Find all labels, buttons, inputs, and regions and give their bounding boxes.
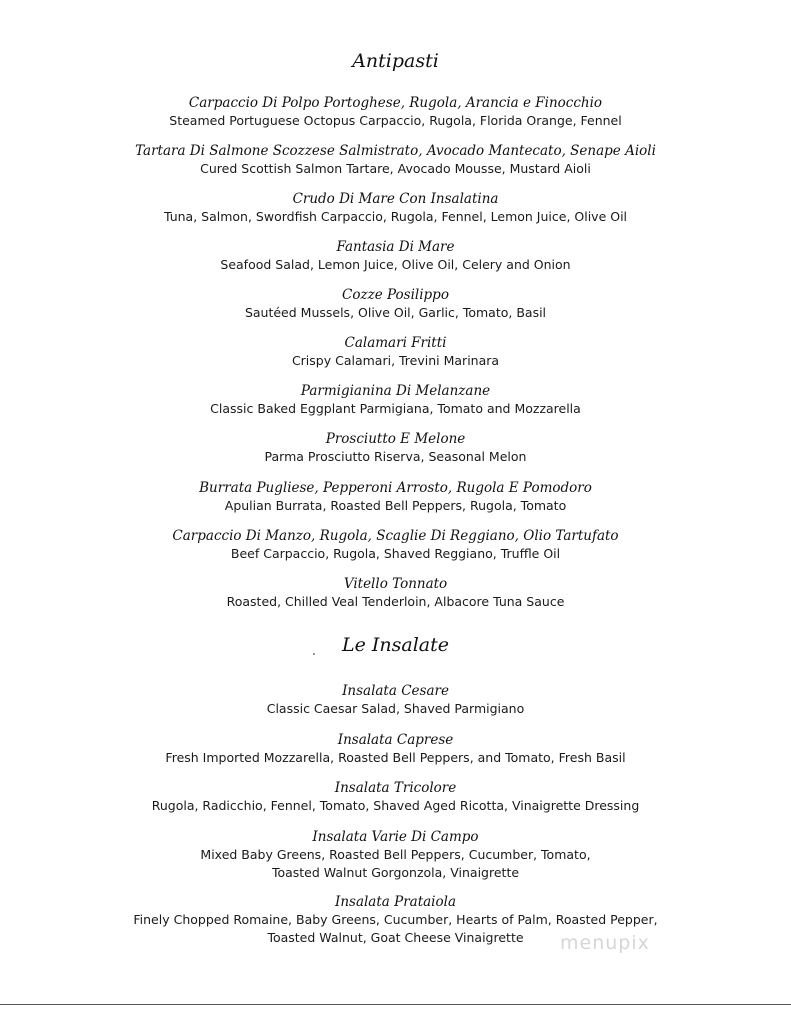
menu-item [0, 576, 791, 611]
item-description: Parma Prosciutto Riserva, Seasonal Melon [264, 449, 527, 464]
item-name: Carpaccio Di Manzo, Rugola, Scaglie Di Reggiano, Olio Tartufato [172, 528, 619, 544]
menu-item [0, 239, 791, 274]
menu-item [0, 335, 791, 370]
menu-item [0, 894, 791, 947]
item-description: Sautéed Mussels, Olive Oil, Garlic, Tomato, Basil [244, 305, 547, 320]
menu-item [0, 95, 791, 130]
item-description-line-2: Toasted Walnut Gorgonzola, Vinaigrette [271, 865, 520, 880]
item-description-line-2: Toasted Walnut, Goat Cheese Vinaigrette [267, 930, 524, 945]
item-name: Fantasia Di Mare [336, 239, 455, 255]
menu-item [0, 829, 791, 882]
item-name: Calamari Fritti [344, 335, 447, 351]
menu-item [0, 287, 791, 322]
item-description: Steamed Portuguese Octopus Carpaccio, Rugola, Florida Orange, Fennel [169, 113, 622, 128]
item-description: Classic Baked Eggplant Parmigiana, Tomato and Mozzarella [210, 401, 581, 416]
item-name: Carpaccio Di Polpo Portoghese, Rugola, Arancia e Finocchio [188, 95, 603, 111]
item-name: Insalata Varie Di Campo [312, 829, 479, 845]
item-description: Beef Carpaccio, Rugola, Shaved Reggiano, Truffle Oil [230, 546, 561, 561]
insalate-title: Le Insalate [341, 634, 449, 656]
menu-item [0, 683, 791, 718]
item-description: Fresh Imported Mozzarella, Roasted Bell Peppers, and Tomato, Fresh Basil [165, 750, 626, 765]
item-description: Apulian Burrata, Roasted Bell Peppers, Rugola, Tomato [224, 498, 567, 513]
item-description: Crispy Calamari, Trevini Marinara [291, 353, 500, 368]
item-description: Mixed Baby Greens, Roasted Bell Peppers, Cucumber, Tomato, [200, 847, 591, 862]
menupix-watermark: menupix [560, 932, 650, 954]
menu-item [0, 143, 791, 178]
item-name: Prosciutto E Melone [325, 431, 466, 447]
menu-item [0, 431, 791, 466]
item-name: Vitello Tonnato [343, 576, 448, 592]
item-description: Tuna, Salmon, Swordfish Carpaccio, Rugola, Fennel, Lemon Juice, Olive Oil [163, 209, 628, 224]
item-description: Roasted, Chilled Veal Tenderloin, Albacore Tuna Sauce [226, 594, 565, 609]
menu-item [0, 528, 791, 563]
menu-item [0, 732, 791, 767]
item-description: Rugola, Radicchio, Fennel, Tomato, Shaved Aged Ricotta, Vinaigrette Dressing [151, 798, 640, 813]
item-name: Burrata Pugliese, Pepperoni Arrosto, Rugola E Pomodoro [199, 480, 592, 496]
menu-item [0, 191, 791, 226]
item-name: Insalata Prataiola [334, 894, 456, 910]
item-description: Cured Scottish Salmon Tartare, Avocado Mousse, Mustard Aioli [200, 161, 591, 176]
item-name: Crudo Di Mare Con Insalatina [292, 191, 499, 207]
menu-item [0, 780, 791, 815]
bottom-rule [0, 1004, 791, 1005]
item-name: Tartara Di Salmone Scozzese Salmistrato, Avocado Mantecato, Senape Aioli [135, 143, 656, 159]
item-name: Cozze Posilippo [342, 287, 449, 303]
item-description: Classic Caesar Salad, Shaved Parmigiano [266, 701, 525, 716]
item-name: Insalata Caprese [337, 732, 454, 748]
menu-item [0, 480, 791, 515]
item-description: Finely Chopped Romaine, Baby Greens, Cucumber, Hearts of Palm, Roasted Pepper, [133, 912, 658, 927]
antipasti-title: Antipasti [352, 50, 439, 72]
item-name: Insalata Tricolore [334, 780, 457, 796]
item-name: Parmigianina Di Melanzane [300, 383, 491, 399]
item-description: Seafood Salad, Lemon Juice, Olive Oil, Celery and Onion [220, 257, 571, 272]
item-name: Insalata Cesare [342, 683, 449, 699]
menu-item [0, 383, 791, 418]
stray-mark [313, 653, 315, 655]
